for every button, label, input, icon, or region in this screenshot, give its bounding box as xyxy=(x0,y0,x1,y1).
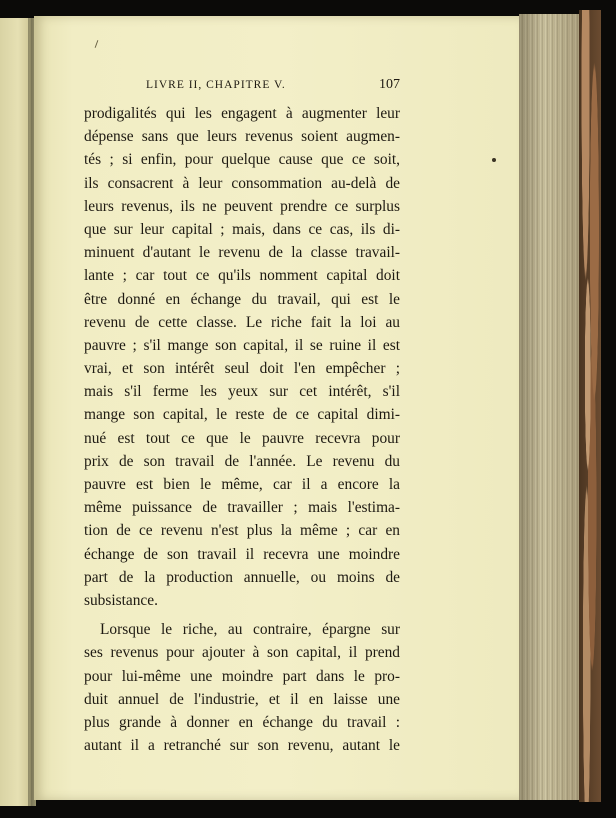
text-line: revenu de cette classe. Le riche fait la loi au xyxy=(84,313,400,331)
text-line: que sur leur capital ; mais, dans ce cas, ils di- xyxy=(84,220,400,238)
text-line: mange son capital, le reste de ce capital dimi- xyxy=(84,406,400,424)
text-block xyxy=(84,76,400,757)
text-line: subsistance. xyxy=(84,591,158,609)
text-line: pauvre ; s'il mange son capital, il se ruine il est xyxy=(84,336,400,354)
running-head xyxy=(84,76,400,94)
text-line: échange de son travail il recevra une moindre xyxy=(84,545,400,563)
body-text xyxy=(84,102,400,757)
text-line: plus grande à donner en échange du travail : xyxy=(84,713,400,731)
marbled-cover-board xyxy=(579,10,601,802)
text-line: pour lui-même une moindre part dans le pro- xyxy=(84,667,400,685)
text-line: tés ; si enfin, pour quelque cause que ce soit, xyxy=(84,151,400,169)
text-line: tion de ce revenu n'est plus la même ; car en xyxy=(84,522,400,540)
text-line: être donné en échange du travail, qui est le xyxy=(84,290,400,308)
text-line: prix de son travail de l'année. Le revenu du xyxy=(84,452,400,470)
text-line: autant il a retranché sur son revenu, autant le xyxy=(84,737,400,755)
text-line: part de la production annuelle, ou moins de xyxy=(84,568,400,586)
text-line: minuent d'autant le revenu de la classe travail- xyxy=(84,244,400,262)
text-line: lante ; car tout ce qu'ils nomment capital doit xyxy=(84,267,400,285)
text-line: Lorsque le riche, au contraire, épargne sur xyxy=(100,621,400,639)
text-line: nué est tout ce que le pauvre recevra pour xyxy=(84,429,400,447)
text-line: dépense sans que leurs revenus soient augmen- xyxy=(84,128,400,146)
text-line: leurs revenus, ils ne peuvent prendre ce surplus xyxy=(84,197,400,215)
facing-page-edge xyxy=(0,18,31,806)
text-line: même puissance de travailler ; mais l'estima- xyxy=(84,499,400,517)
text-line: vrai, et son intérêt seul doit l'en empêcher ; xyxy=(84,360,400,378)
text-line: prodigalités qui les engagent à augmenter leur xyxy=(84,105,400,122)
text-line: pauvre est bien le même, car il a encore la xyxy=(84,476,400,493)
text-line: ses revenus pour ajouter à son capital, il prend xyxy=(84,644,400,662)
page-number: 107 xyxy=(379,77,400,92)
fore-edge-shadow xyxy=(519,14,581,800)
text-line: mais s'il ferme les yeux sur cet intérêt, s'il xyxy=(84,383,400,401)
ink-spot xyxy=(492,158,496,162)
text-line: ils consacrent à leur consommation au-delà de xyxy=(84,174,400,192)
text-line: duit annuel de l'industrie, et il en laisse une xyxy=(84,690,400,708)
chapter-heading: LIVRE II, CHAPITRE V. xyxy=(146,79,286,91)
